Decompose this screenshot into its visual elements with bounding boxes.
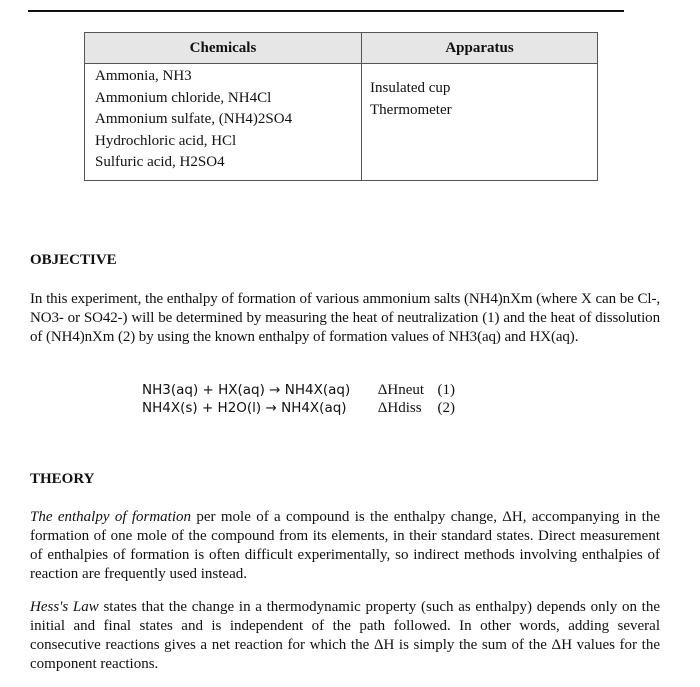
objective-heading: OBJECTIVE (30, 252, 117, 268)
apparatus-item: Insulated cup (370, 80, 451, 96)
equation-1-reaction: NH3(aq) + HX(aq) → NH4X(aq) (142, 382, 351, 398)
apparatus-item: Thermometer (370, 101, 452, 118)
chemical-item: Ammonia, NH3 (95, 68, 192, 84)
theory-heading: THEORY (30, 471, 95, 487)
objective-paragraph: In this experiment, the enthalpy of formation of various ammonium salts (NH4)nXm (where X can be Cl-, NO3- or SO42-) will be determined by measuring the heat of neutralization (1) and the heat of dissolution of (NH4)nXm (2) by using the known enthalpy of formation values of NH3(aq) and HX(aq). (30, 291, 660, 345)
theory-paragraph-2-text: states that the change in a thermodynamic property (such as enthalpy) depends only on the initial and final states and is independent of the path followed. In other words, adding several consecutive reactions gives a net reaction for which the ΔH is simply the sum of the ΔH values for the component reactions. (30, 599, 660, 672)
enthalpy-of-formation-term: The enthalpy of formation (30, 509, 192, 525)
chemical-item: Ammonium chloride, NH4Cl (95, 89, 272, 106)
chemical-item: Sulfuric acid, H2SO4 (95, 154, 225, 170)
table-header-row (85, 33, 598, 64)
chemical-item: Hydrochloric acid, HCl (95, 132, 237, 149)
equation-2-reaction: NH4X(s) + H2O(l) → NH4X(aq) (142, 400, 347, 416)
theory-paragraph-1-text: per mole of a compound is the enthalpy change, ΔH, accompanying in the formation of one mole of the compound from its elements, in their standard states. Direct measurement of enthalpies of formation is often difficult experimentally, so indirect methods involving enthalpies of reaction are frequently used instead. (30, 509, 661, 582)
header-chemicals: Chemicals (85, 33, 362, 64)
equation-2-label: ΔHdiss (377, 400, 422, 416)
theory-paragraph-1 (30, 508, 660, 584)
materials-table (84, 32, 598, 181)
chemical-item: Ammonium sulfate, (NH4)2SO4 (95, 111, 293, 127)
equation-1-number: (1) (437, 382, 455, 398)
equation-1-label: ΔHneut (377, 382, 425, 398)
apparatus-cell (362, 64, 598, 181)
top-rule (28, 10, 624, 12)
equation-1 (142, 381, 455, 399)
header-apparatus: Apparatus (362, 33, 598, 64)
equation-2-number: (2) (437, 400, 455, 416)
theory-paragraph-2 (30, 598, 660, 674)
equations-block (142, 381, 455, 417)
hess-law-term: Hess's Law (30, 599, 99, 615)
equation-2 (142, 399, 455, 417)
chemicals-cell (85, 64, 362, 181)
table-row (85, 64, 598, 181)
